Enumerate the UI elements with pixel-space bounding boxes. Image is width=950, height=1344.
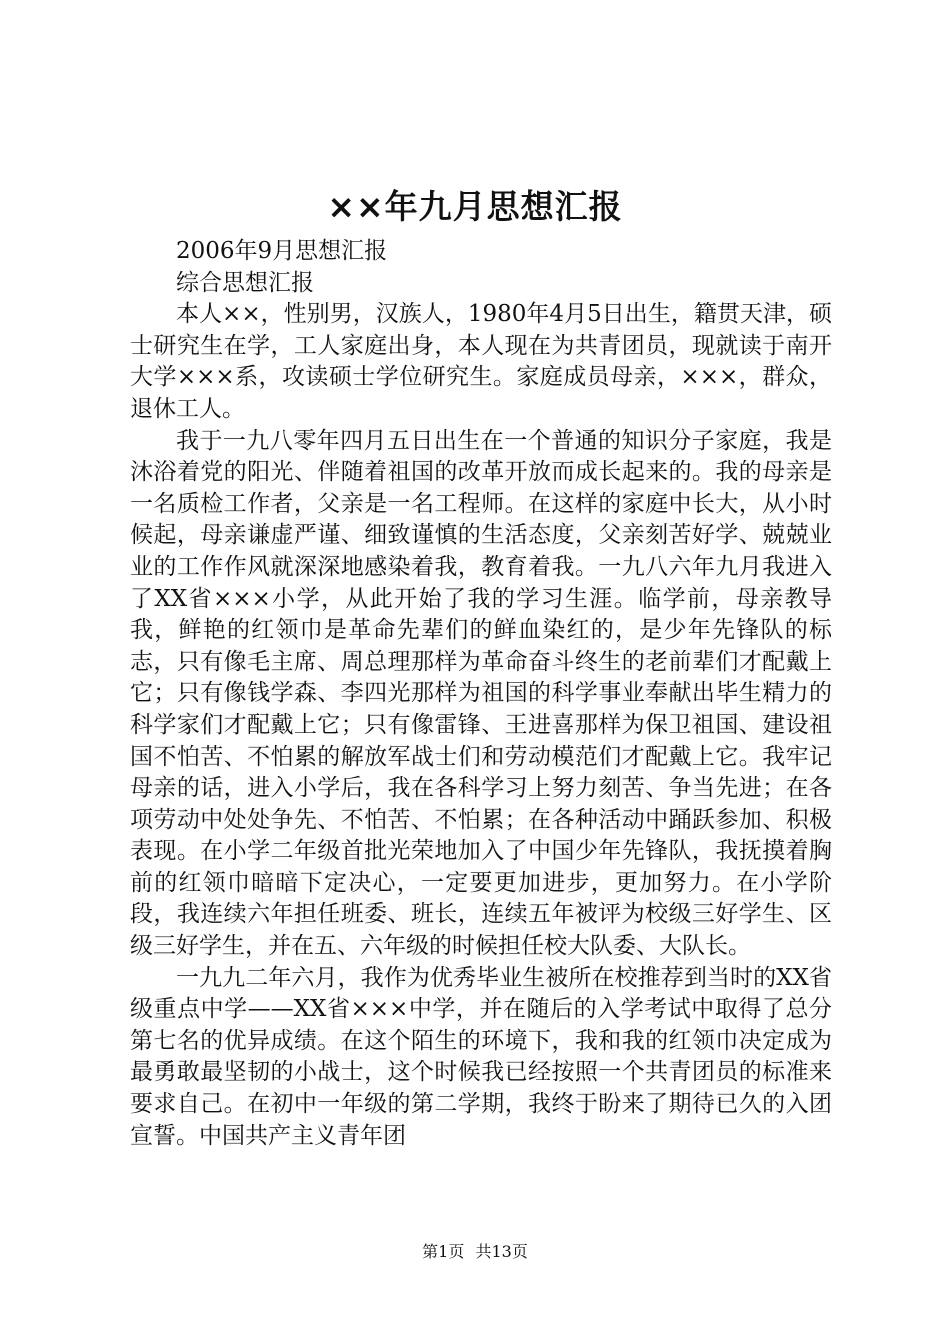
page-total: 共13页 (475, 1242, 528, 1261)
page-number: 第1页 (422, 1242, 465, 1261)
paragraph-middle-school: 一九九二年六月，我作为优秀毕业生被所在校推荐到当时的XX省级重点中学——XX省×××中学，并在随后的入学考试中取得了总分第七名的优异成绩。在这个陌生的环境下，我和我的红领巾决定成为最勇敢最坚韧的小战士，这个时候我已经按照一个共青团员的标准来要求自己。在初中一年级的第二学期，我终于盼来了期待已久的入团宣誓。中国共产主义青年团 (130, 964, 832, 1149)
paragraph-personal-info: 本人××，性别男，汉族人，1980年4月5日出生，籍贯天津，硕士研究生在学，工人家庭出身，本人现在为共青团员，现就读于南开大学×××系，攻读硕士学位研究生。家庭成员母亲，×××，群众，退休工人。 (130, 301, 832, 422)
document-body (130, 236, 832, 1152)
document-title: ××年九月思想汇报 (327, 187, 623, 226)
paragraph-subtitle: 2006年9月思想汇报 (176, 238, 388, 264)
page-footer (0, 1241, 950, 1263)
paragraph-childhood: 我于一九八零年四月五日出生在一个普通的知识分子家庭，我是沐浴着党的阳光、伴随着祖国的改革开放而成长起来的。我的母亲是一名质检工作者，父亲是一名工程师。在这样的家庭中长大，从小时候起，母亲谦虚严谨、细致谨慎的生活态度，父亲刻苦好学、兢兢业业的工作作风就深深地感染着我，教育着我。一九八六年九月我进入了XX省×××小学，从此开始了我的学习生涯。临学前，母亲教导我，鲜艳的红领巾是革命先辈们的鲜血染红的，是少年先锋队的标志，只有像毛主席、周总理那样为革命奋斗终生的老前辈们才配戴上它；只有像钱学森、李四光那样为祖国的科学事业奉献出毕生精力的科学家们才配戴上它；只有像雷锋、王进喜那样为保卫祖国、建设祖国不怕苦、不怕累的解放军战士们和劳动模范们才配戴上它。我牢记母亲的话，进入小学后，我在各科学习上努力刻苦、争当先进；在各项劳动中处处争先、不怕苦、不怕累；在各种活动中踊跃参加、积极表现。在小学二年级首批光荣地加入了中国少年先锋队，我抚摸着胸前的红领巾暗暗下定决心，一定要更加进步，更加努力。在小学阶段，我连续六年担任班委、班长，连续五年被评为校级三好学生、区级三好学生，并在五、六年级的时候担任校大队委、大队长。 (130, 427, 832, 960)
paragraph-heading: 综合思想汇报 (176, 269, 314, 296)
